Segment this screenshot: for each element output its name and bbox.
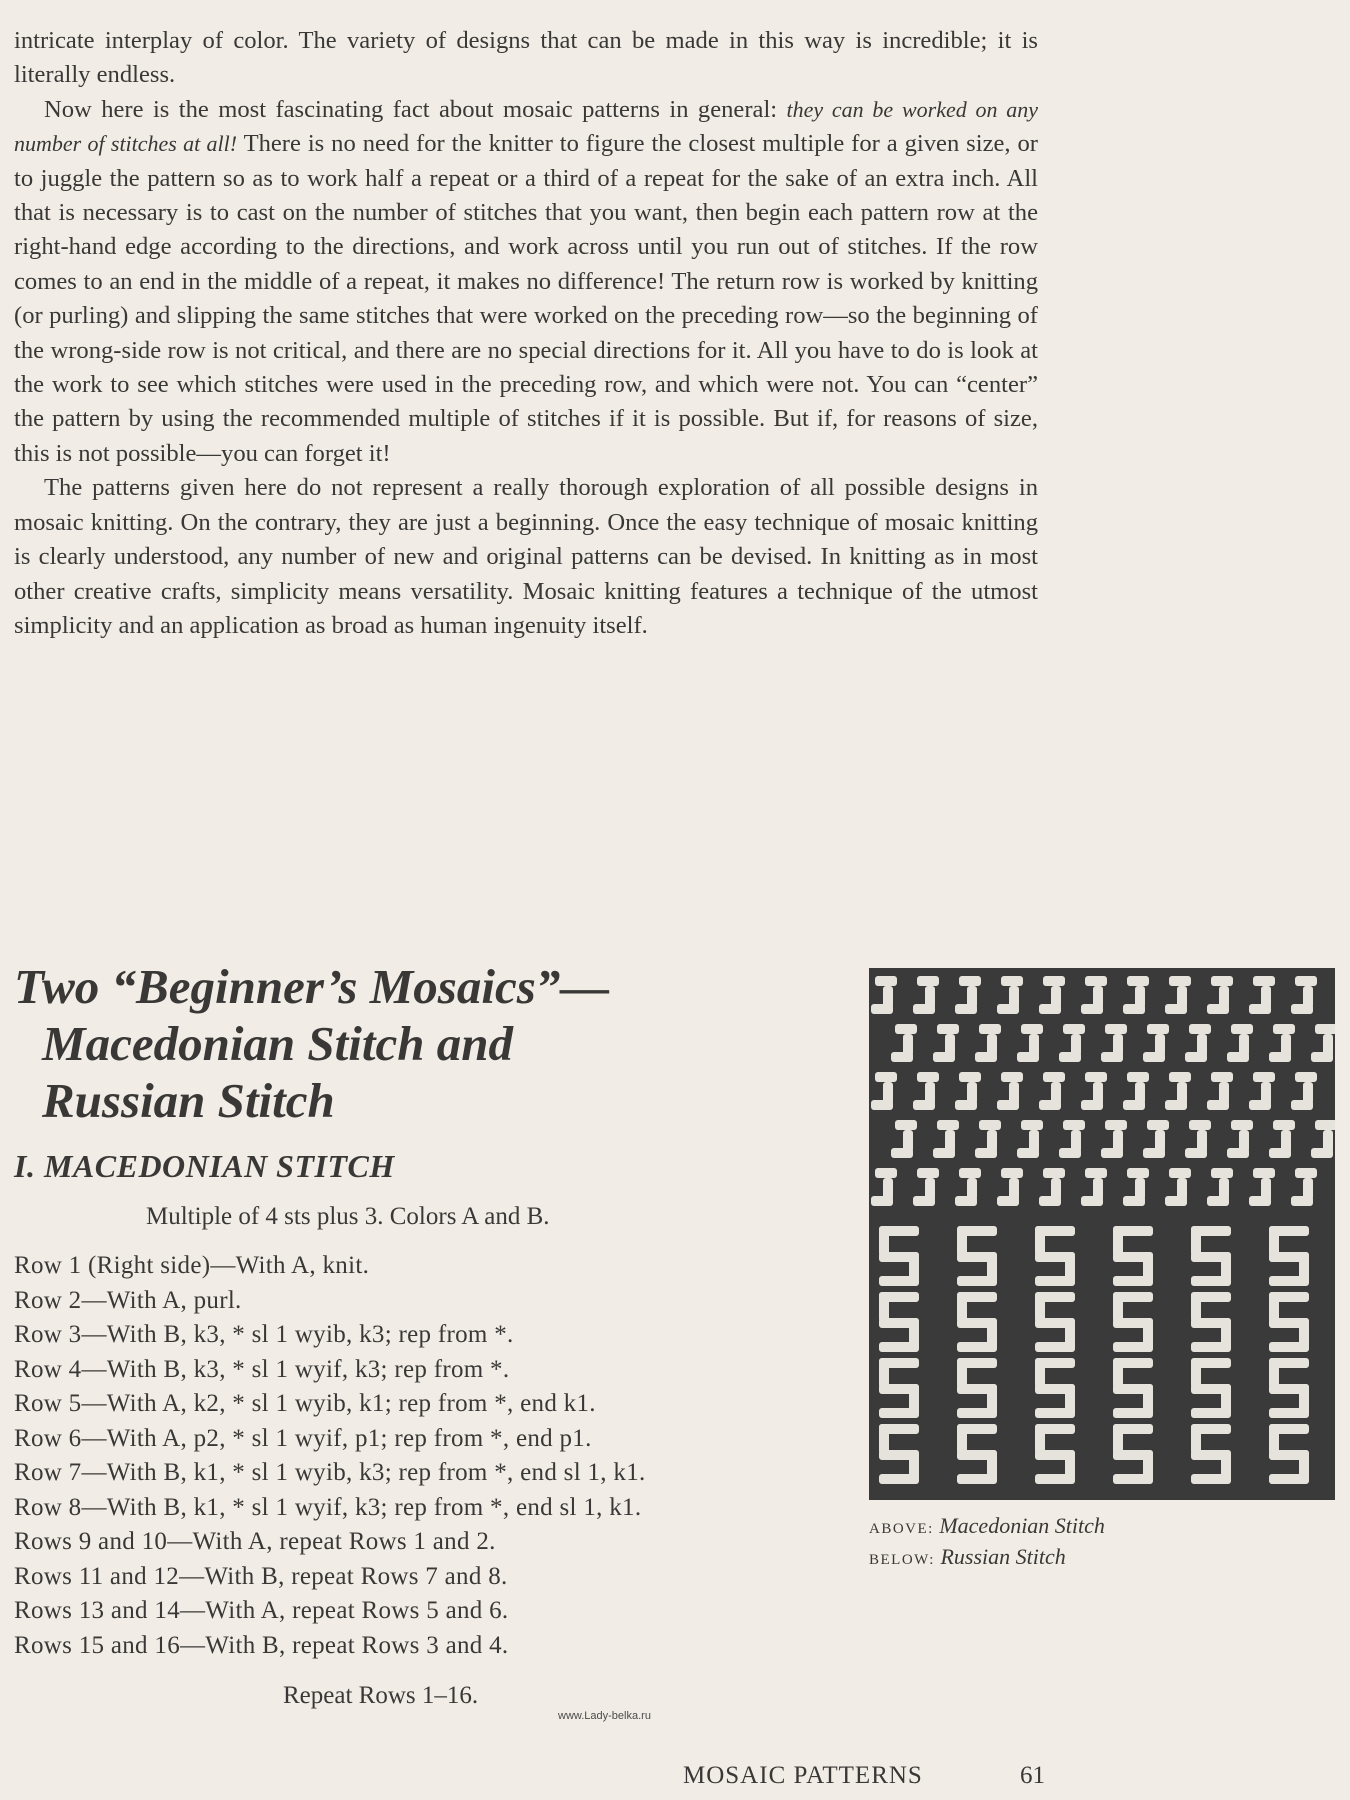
- swatch-stitch: [1269, 1052, 1291, 1062]
- swatch-stitch: [957, 1474, 997, 1484]
- swatch-stitch: [1035, 1276, 1075, 1286]
- swatch-stitch: [1291, 1196, 1313, 1206]
- swatch-stitch: [1269, 1342, 1309, 1352]
- swatch-stitch: [1001, 1072, 1023, 1082]
- swatch-stitch: [957, 1358, 967, 1388]
- swatch-stitch: [957, 1342, 997, 1352]
- swatch-stitch: [913, 1100, 935, 1110]
- swatch-stitch: [1063, 1024, 1085, 1034]
- pattern-row: Rows 11 and 12—With B, repeat Rows 7 and 8.: [14, 1562, 508, 1590]
- swatch-stitch: [1191, 1358, 1201, 1388]
- swatch-stitch: [1311, 1052, 1333, 1062]
- swatch-stitch: [1059, 1148, 1081, 1158]
- swatch-stitch: [1227, 1148, 1249, 1158]
- swatch-stitch: [879, 1276, 919, 1286]
- swatch-stitch: [1249, 1100, 1271, 1110]
- swatch-stitch: [1059, 1052, 1081, 1062]
- swatch-stitch: [1105, 1120, 1127, 1130]
- swatch-stitch: [975, 1052, 997, 1062]
- paragraph-3: The patterns given here do not represent a really thorough exploration of all possible designs in mosaic knitting. On the contrary, they are just a beginning. Once the easy technique of mosaic knitting is clearly understood, any number of new and original patterns can be devised. In knitting as in most other creative crafts, simplicity means versatility. Mosaic knitting features a technique of the utmost simplicity and an application as broad as human ingenuity itself.: [14, 474, 1038, 639]
- swatch-stitch: [1035, 1358, 1045, 1388]
- pattern-row: Row 4—With B, k3, * sl 1 wyif, k3; rep from *.: [14, 1355, 510, 1383]
- swatch-stitch: [1295, 976, 1317, 986]
- swatch-stitch: [1311, 1148, 1333, 1158]
- swatch-stitch: [1269, 1474, 1309, 1484]
- swatch-stitch: [1273, 1120, 1295, 1130]
- swatch-stitch: [1081, 1196, 1103, 1206]
- swatch-stitch: [1169, 1168, 1191, 1178]
- pattern-row: Row 2—With A, purl.: [14, 1286, 242, 1314]
- swatch-stitch: [1273, 1024, 1295, 1034]
- swatch-stitch: [1035, 1292, 1045, 1322]
- swatch-stitch: [891, 1052, 913, 1062]
- paragraph-2-start: Now here is the most fascinating fact about mosaic patterns in general:: [44, 95, 787, 123]
- swatch-stitch: [957, 1226, 967, 1256]
- swatch-stitch: [1253, 976, 1275, 986]
- swatch-stitch: [1123, 1196, 1145, 1206]
- swatch-stitch: [1269, 1226, 1279, 1256]
- swatch-stitch: [1295, 1072, 1317, 1082]
- swatch-stitch: [1113, 1408, 1153, 1418]
- swatch-stitch: [1035, 1474, 1075, 1484]
- swatch-stitch: [1227, 1052, 1249, 1062]
- figure-caption: [869, 1512, 1105, 1574]
- swatch-stitch: [1185, 1148, 1207, 1158]
- swatch-stitch: [1191, 1408, 1231, 1418]
- swatch-stitch: [1269, 1408, 1309, 1418]
- swatch-stitch: [1101, 1052, 1123, 1062]
- swatch-stitch: [957, 1408, 997, 1418]
- swatch-stitch: [1123, 1004, 1145, 1014]
- swatch-stitch: [879, 1408, 919, 1418]
- swatch-stitch: [1315, 1024, 1335, 1034]
- swatch-stitch: [955, 1004, 977, 1014]
- swatch-stitch: [891, 1148, 913, 1158]
- swatch-stitch: [1269, 1292, 1279, 1322]
- swatch-stitch: [917, 976, 939, 986]
- swatch-stitch: [1269, 1276, 1309, 1286]
- pattern-subheading: I. MACEDONIAN STITCH: [14, 1148, 395, 1184]
- swatch-stitch: [1085, 1072, 1107, 1082]
- swatch-stitch: [1165, 1100, 1187, 1110]
- swatch-stitch: [879, 1292, 889, 1322]
- swatch-stitch: [1191, 1276, 1231, 1286]
- caption-above-text: Macedonian Stitch: [939, 1513, 1105, 1538]
- pattern-row: Rows 13 and 14—With A, repeat Rows 5 and 6.: [14, 1597, 509, 1624]
- swatch-stitch: [871, 1004, 893, 1014]
- swatch-stitch: [1207, 1004, 1229, 1014]
- swatch-stitch: [1191, 1474, 1231, 1484]
- swatch-stitch: [979, 1024, 1001, 1034]
- page-number: 61: [1020, 1762, 1045, 1789]
- swatch-stitch: [1113, 1342, 1153, 1352]
- pattern-row: Row 3—With B, k3, * sl 1 wyib, k3; rep from *.: [14, 1321, 514, 1348]
- swatch-stitch: [1113, 1292, 1123, 1322]
- swatch-stitch: [875, 976, 897, 986]
- swatch-stitch: [1295, 1168, 1317, 1178]
- swatch-stitch: [1189, 1120, 1211, 1130]
- swatch-stitch: [1017, 1148, 1039, 1158]
- swatch-stitch: [1269, 1148, 1291, 1158]
- swatch-stitch: [1291, 1004, 1313, 1014]
- swatch-stitch: [959, 976, 981, 986]
- swatch-stitch: [1043, 1168, 1065, 1178]
- swatch-stitch: [1063, 1120, 1085, 1130]
- body-text: [14, 24, 1038, 643]
- section-title-line-2: Macedonian Stitch and: [42, 1016, 514, 1071]
- swatch-stitch: [1169, 976, 1191, 986]
- swatch-stitch: [955, 1100, 977, 1110]
- swatch-stitch: [1127, 976, 1149, 986]
- swatch-stitch: [937, 1120, 959, 1130]
- swatch-stitch: [1081, 1100, 1103, 1110]
- caption-above: [869, 1512, 1105, 1543]
- swatch-stitch: [1211, 1072, 1233, 1082]
- swatch-stitch: [871, 1100, 893, 1110]
- swatch-stitch: [957, 1276, 997, 1286]
- swatch-stitch: [917, 1072, 939, 1082]
- pattern-row: Rows 9 and 10—With A, repeat Rows 1 and 2.: [14, 1528, 496, 1555]
- stitch-multiple: Multiple of 4 sts plus 3. Colors A and B.: [146, 1203, 550, 1230]
- swatch-stitch: [933, 1052, 955, 1062]
- running-head: MOSAIC PATTERNS: [683, 1762, 923, 1789]
- pattern-row: Row 6—With A, p2, * sl 1 wyif, p1; rep from *, end p1.: [14, 1424, 592, 1452]
- swatch-stitch: [913, 1004, 935, 1014]
- swatch-stitch: [959, 1072, 981, 1082]
- swatch-stitch: [1035, 1226, 1045, 1256]
- knitted-swatch-photo: [869, 968, 1335, 1500]
- swatch-stitch: [933, 1148, 955, 1158]
- swatch-stitch: [895, 1120, 917, 1130]
- caption-below-label: BELOW:: [869, 1552, 935, 1568]
- swatch-stitch: [875, 1168, 897, 1178]
- swatch-stitch: [1169, 1072, 1191, 1082]
- swatch-stitch: [913, 1196, 935, 1206]
- swatch-stitch: [1315, 1120, 1335, 1130]
- swatch-stitch: [1113, 1424, 1123, 1454]
- swatch-stitch: [1035, 1342, 1075, 1352]
- caption-above-label: ABOVE:: [869, 1521, 934, 1537]
- swatch-stitch: [871, 1196, 893, 1206]
- swatch-stitch: [1143, 1052, 1165, 1062]
- swatch-stitch: [1113, 1474, 1153, 1484]
- repeat-instruction: Repeat Rows 1–16.: [283, 1682, 479, 1709]
- swatch-stitch: [1231, 1024, 1253, 1034]
- pattern-row: Row 8—With B, k1, * sl 1 wyif, k3; rep from *, end sl 1, k1.: [14, 1493, 642, 1521]
- swatch-stitch: [1105, 1024, 1127, 1034]
- swatch-stitch: [879, 1342, 919, 1352]
- paragraph-2-emphasis: they can be worked on any number of stitches at all!: [14, 96, 1038, 157]
- swatch-stitch: [1127, 1168, 1149, 1178]
- swatch-stitch: [1113, 1276, 1153, 1286]
- swatch-stitch: [1127, 1072, 1149, 1082]
- caption-below: [869, 1543, 1105, 1574]
- swatch-stitch: [1143, 1148, 1165, 1158]
- pattern-row: Row 1 (Right side)—With A, knit.: [14, 1252, 370, 1279]
- pattern-row: Rows 15 and 16—With B, repeat Rows 3 and 4.: [14, 1631, 509, 1659]
- swatch-stitch: [1113, 1226, 1123, 1256]
- swatch-stitch: [879, 1358, 889, 1388]
- swatch-pattern: [869, 968, 1335, 1500]
- swatch-stitch: [879, 1424, 889, 1454]
- swatch-stitch: [1207, 1100, 1229, 1110]
- swatch-stitch: [1085, 1168, 1107, 1178]
- swatch-stitch: [955, 1196, 977, 1206]
- swatch-stitch: [1249, 1004, 1271, 1014]
- swatch-stitch: [1211, 1168, 1233, 1178]
- caption-below-text: Russian Stitch: [940, 1544, 1066, 1569]
- watermark: www.Lady-belka.ru: [558, 1710, 651, 1722]
- swatch-stitch: [1021, 1120, 1043, 1130]
- swatch-stitch: [1039, 1100, 1061, 1110]
- section-title-line-1: Two “Beginner’s Mosaics”—: [14, 959, 610, 1014]
- swatch-stitch: [875, 1072, 897, 1082]
- swatch-stitch: [937, 1024, 959, 1034]
- swatch-stitch: [1021, 1024, 1043, 1034]
- swatch-stitch: [1101, 1148, 1123, 1158]
- swatch-stitch: [1039, 1196, 1061, 1206]
- swatch-stitch: [1191, 1424, 1201, 1454]
- swatch-stitch: [879, 1474, 919, 1484]
- swatch-stitch: [1035, 1408, 1075, 1418]
- swatch-stitch: [1191, 1292, 1201, 1322]
- paragraph-1: intricate interplay of color. The variety of designs that can be made in this way is incredible; it is literally endless.: [14, 27, 1038, 89]
- swatch-stitch: [1017, 1052, 1039, 1062]
- swatch-stitch: [1211, 976, 1233, 986]
- swatch-stitch: [1185, 1052, 1207, 1062]
- swatch-stitch: [1253, 1168, 1275, 1178]
- swatch-stitch: [1085, 976, 1107, 986]
- swatch-stitch: [1165, 1004, 1187, 1014]
- swatch-stitch: [957, 1292, 967, 1322]
- swatch-stitch: [979, 1120, 1001, 1130]
- swatch-stitch: [1147, 1024, 1169, 1034]
- swatch-stitch: [1189, 1024, 1211, 1034]
- swatch-stitch: [1249, 1196, 1271, 1206]
- swatch-stitch: [1147, 1120, 1169, 1130]
- paragraph-2-rest: There is no need for the knitter to figure the closest multiple for a given size, or to juggle the pattern so as to work half a repeat or a third of a repeat for the sake of an extra inch. All that is necessary is to cast on the number of stitches that you want, then begin each pattern row at the right-hand edge according to the directions, and work across until you run out of stitches. If the row comes to an end in the middle of a repeat, it makes no difference! The return row is worked by knitting (or purling) and slipping the same stitches that were worked on the preceding row—so the beginning of the wrong-side row is not critical, and there are no special directions for it. All you have to do is look at the work to see which stitches were used in the preceding row, and which were not. You can “center” the pattern by using the recommended multiple of stitches if it is possible. But if, for reasons of size, this is not possible—you can forget it!: [14, 130, 1038, 467]
- swatch-stitch: [1191, 1342, 1231, 1352]
- swatch-stitch: [957, 1424, 967, 1454]
- swatch-stitch: [959, 1168, 981, 1178]
- swatch-stitch: [997, 1196, 1019, 1206]
- swatch-stitch: [1123, 1100, 1145, 1110]
- swatch-stitch: [1081, 1004, 1103, 1014]
- swatch-stitch: [1113, 1358, 1123, 1388]
- pattern-rows: [14, 1249, 646, 1663]
- section-title-line-3: Russian Stitch: [42, 1073, 335, 1128]
- pattern-row: Row 5—With A, k2, * sl 1 wyib, k1; rep from *, end k1.: [14, 1390, 596, 1417]
- swatch-stitch: [1039, 1004, 1061, 1014]
- swatch-stitch: [997, 1100, 1019, 1110]
- swatch-stitch: [1043, 1072, 1065, 1082]
- section-title: [14, 958, 774, 1129]
- swatch-stitch: [1043, 976, 1065, 986]
- swatch-stitch: [1231, 1120, 1253, 1130]
- paragraph-2: [14, 93, 1038, 471]
- swatch-stitch: [975, 1148, 997, 1158]
- swatch-stitch: [1269, 1358, 1279, 1388]
- swatch-stitch: [997, 1004, 1019, 1014]
- swatch-stitch: [1253, 1072, 1275, 1082]
- pattern-row: Row 7—With B, k1, * sl 1 wyib, k3; rep from *, end sl 1, k1.: [14, 1459, 646, 1486]
- swatch-stitch: [1291, 1100, 1313, 1110]
- swatch-stitch: [1165, 1196, 1187, 1206]
- swatch-stitch: [895, 1024, 917, 1034]
- swatch-stitch: [1269, 1424, 1279, 1454]
- swatch-stitch: [1001, 1168, 1023, 1178]
- swatch-stitch: [1207, 1196, 1229, 1206]
- swatch-stitch: [879, 1226, 889, 1256]
- swatch-stitch: [917, 1168, 939, 1178]
- swatch-stitch: [1191, 1226, 1201, 1256]
- swatch-stitch: [1035, 1424, 1045, 1454]
- swatch-stitch: [1001, 976, 1023, 986]
